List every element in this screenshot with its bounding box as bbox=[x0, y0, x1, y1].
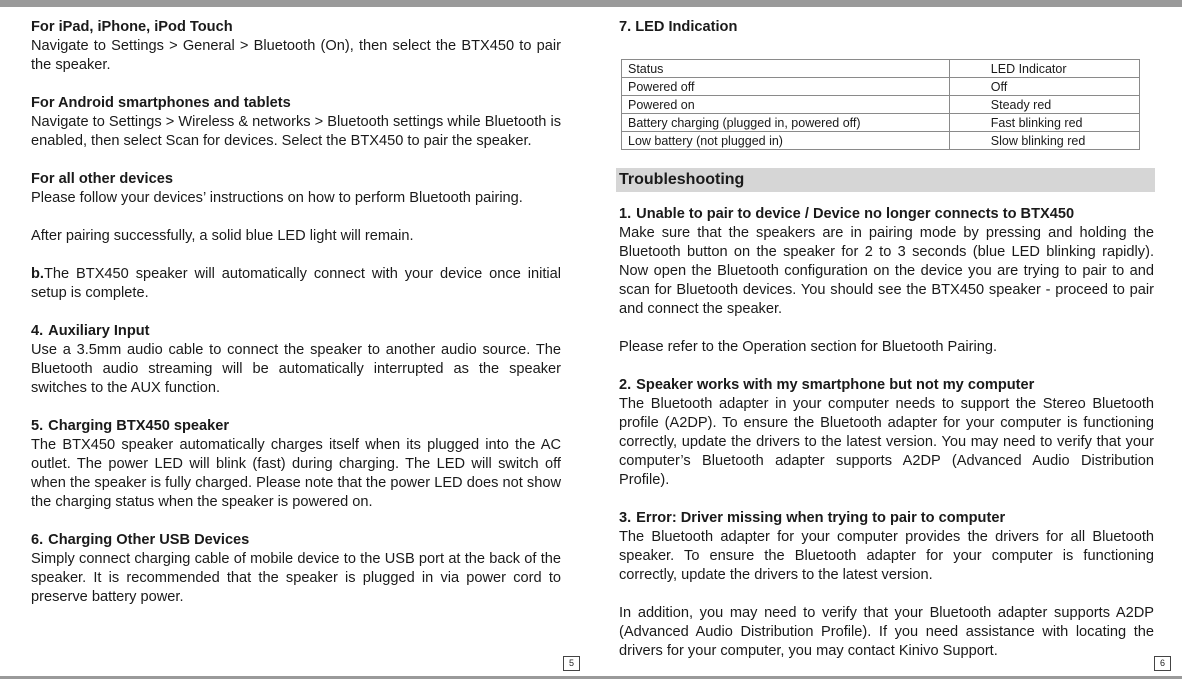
led-col-indicator: LED Indicator bbox=[949, 60, 1139, 78]
ts-item1-heading-text: Unable to pair to device / Device no longer connects to BTX450 bbox=[636, 206, 1075, 222]
android-heading: For Android smartphones and tablets bbox=[31, 95, 291, 111]
ts-item1-note: Please refer to the Operation section for Bluetooth Pairing. bbox=[619, 339, 998, 355]
ts-item2-number: 2. bbox=[619, 377, 632, 393]
ios-text: Navigate to Settings > General > Bluetooth (On), then select the BTX450 to pair the speaker. bbox=[31, 38, 561, 73]
usb-heading-text: Charging Other USB Devices bbox=[48, 532, 250, 548]
led-heading: 7. LED Indication bbox=[619, 19, 738, 35]
page-number-right: 6 bbox=[1154, 656, 1171, 671]
ts-item3-number: 3. bbox=[619, 510, 632, 526]
auto-connect-paragraph bbox=[31, 265, 561, 303]
led-status-cell: Battery charging (plugged in, powered off) bbox=[622, 114, 950, 132]
usb-text: Simply connect charging cable of mobile device to the USB port at the back of the speaker. It is recommended that the speaker is plugged in via power cord to preserve battery power. bbox=[31, 551, 561, 605]
auto-connect-label: b. bbox=[31, 266, 44, 282]
usb-heading bbox=[31, 531, 561, 550]
led-col-status: Status bbox=[622, 60, 950, 78]
right-page-column bbox=[619, 18, 1154, 661]
usb-number: 6. bbox=[31, 532, 44, 548]
charging-number: 5. bbox=[31, 418, 44, 434]
auto-connect-text: The BTX450 speaker will automatically connect with your device once initial setup is complete. bbox=[31, 266, 561, 301]
android-text: Navigate to Settings > Wireless & networks > Bluetooth settings while Bluetooth is enabled, then select Scan for devices. Select the BTX450 to pair the speaker. bbox=[31, 114, 561, 149]
ts-item2-heading-text: Speaker works with my smartphone but not my computer bbox=[636, 377, 1035, 393]
led-indicator-cell: Steady red bbox=[949, 96, 1139, 114]
ts-item3-extra: In addition, you may need to verify that your Bluetooth adapter supports A2DP (Advanced Audio Distribution Profile). If you need assistance with locating the drivers for your computer, you may contact Kinivo Support. bbox=[619, 605, 1154, 659]
other-devices-heading: For all other devices bbox=[31, 171, 173, 187]
led-indicator-cell: Off bbox=[949, 78, 1139, 96]
table-row bbox=[622, 78, 1140, 96]
top-border-bar bbox=[0, 0, 1182, 7]
led-indicator-cell: Fast blinking red bbox=[949, 114, 1139, 132]
ts-item2-text: The Bluetooth adapter in your computer needs to support the Stereo Bluetooth profile (A2DP). To ensure the Bluetooth adapter for your computer is functioning correctly, update the drivers to the latest version. You may need to verify that your computer’s Bluetooth adapter supports A2DP (Advanced Audio Distribution Profile). bbox=[619, 396, 1154, 488]
table-row bbox=[622, 114, 1140, 132]
ios-heading: For iPad, iPhone, iPod Touch bbox=[31, 19, 233, 35]
ts-item1-number: 1. bbox=[619, 206, 632, 222]
ts-item1-text: Make sure that the speakers are in pairing mode by pressing and holding the Bluetooth button on the speaker for 2 to 3 seconds (blue LED blinking rapidly). Now open the Bluetooth configuration on the device you are trying to pair to and scan for Bluetooth devices. You should see the BTX450 speaker - proceed to pair and connect the speaker. bbox=[619, 225, 1154, 317]
charging-heading-text: Charging BTX450 speaker bbox=[48, 418, 230, 434]
aux-text: Use a 3.5mm audio cable to connect the speaker to another audio source. The Bluetooth audio streaming will be automatically interrupted as the speaker switches to the AUX function. bbox=[31, 342, 561, 396]
troubleshooting-header: Troubleshooting bbox=[616, 168, 1155, 192]
table-row bbox=[622, 96, 1140, 114]
page-number-left: 5 bbox=[563, 656, 580, 671]
aux-number: 4. bbox=[31, 323, 44, 339]
led-table-header-row bbox=[622, 60, 1140, 78]
after-pairing-text: After pairing successfully, a solid blue LED light will remain. bbox=[31, 228, 414, 244]
ts-item3-text: The Bluetooth adapter for your computer provides the drivers for all Bluetooth speaker. To ensure the Bluetooth adapter for your computer is functioning correctly, update the drivers to the latest version. bbox=[619, 529, 1154, 583]
charging-text: The BTX450 speaker automatically charges itself when its plugged into the AC outlet. The power LED will blink (fast) during charging. The LED will switch off when the speaker is fully charged. Please note that the power LED does not show the charging status when the speaker is powered on. bbox=[31, 437, 561, 510]
led-table bbox=[621, 59, 1140, 150]
led-status-cell: Low battery (not plugged in) bbox=[622, 132, 950, 150]
left-page-column bbox=[31, 18, 561, 607]
table-row bbox=[622, 132, 1140, 150]
aux-heading bbox=[31, 322, 561, 341]
ts-item2-heading bbox=[619, 376, 1154, 395]
other-devices-text: Please follow your devices’ instructions on how to perform Bluetooth pairing. bbox=[31, 190, 523, 206]
ts-item3-heading bbox=[619, 509, 1154, 528]
led-status-cell: Powered on bbox=[622, 96, 950, 114]
led-status-cell: Powered off bbox=[622, 78, 950, 96]
ts-item1-heading bbox=[619, 205, 1154, 224]
led-indicator-cell: Slow blinking red bbox=[949, 132, 1139, 150]
aux-heading-text: Auxiliary Input bbox=[48, 323, 150, 339]
ts-item3-heading-text: Error: Driver missing when trying to pair to computer bbox=[636, 510, 1006, 526]
charging-heading bbox=[31, 417, 561, 436]
